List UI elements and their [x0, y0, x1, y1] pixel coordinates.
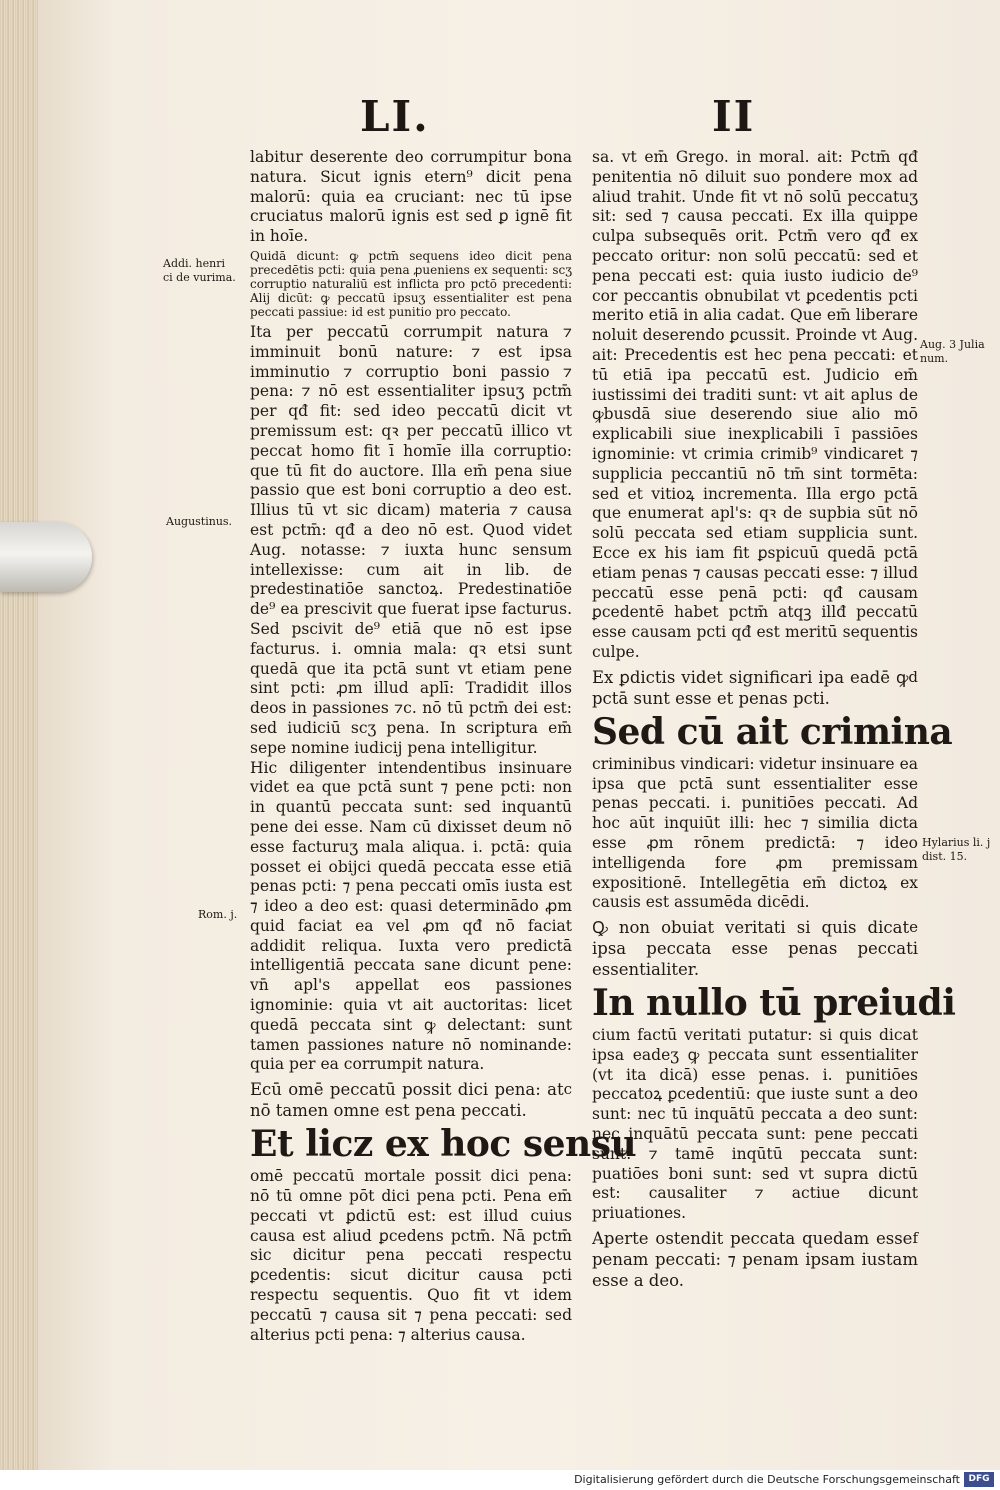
left-summary-line: [250, 1079, 572, 1121]
right-summary-line-e: [592, 917, 918, 980]
left-paragraph-4: Hic diligenter intendentibus insinuare videt ea que pctā sunt ⁊ pene pcti: non in quantū peccata sunt: sed inquantū pene dei esse. Nam cū dixisset deum nō esse facturuʒ mala aliqua. i. pctā: quia posset ei obijci quedā peccata esse etiā penas pcti: ⁊ pena peccati omīs iusta est ⁊ ideo a deo est: quasi determinādo ꝓm quid faciat ea vel ꝓm qđ nō faciat addidit reliqua. Iuxta vero predictā intelligentiā peccata sane dicunt pene: vn̄ apl's appellat eos passiones ignominie: quia vt ait auctoritas: licet quedā peccata sint ꝙ delectant: sunt tamen passiones nature nō nominande: quia per ea corrumpit natura.: [250, 758, 572, 1074]
margin-note-addi: Addi. henri: [163, 257, 225, 270]
right-summary-line-f: [592, 1228, 918, 1291]
margin-note-rom: Rom. j.: [198, 908, 238, 921]
folio-number-right: II: [712, 92, 756, 141]
right-incipit-heading-1: Sed cū ait crimina: [592, 710, 953, 753]
right-paragraph-3: criminibus vindicari: videtur insinuare ea ipsa que pctā sunt essentialiter esse penas peccati. i. punitiōes peccati. Ad hoc aūt inquiūt illi: hec ⁊ similia dicta esse ꝓm rōnem predictā: ⁊ ideo intelligenda fore ꝓm premissam expositionē. Intellegētia em̄ dictoꝝ ex causis est assumēda dicēdi.: [592, 754, 918, 912]
margin-note-aug-julia: Aug. 3 Julia: [920, 338, 985, 351]
section-marker-f: f: [912, 1229, 918, 1248]
margin-note-augustinus: Augustinus.: [166, 515, 233, 528]
section-marker-d: d: [908, 667, 918, 686]
left-incipit-heading: Et licz ex hoc sensu: [250, 1123, 637, 1166]
left-paragraph-3: Ita per peccatū corrumpit natura ⁊ imminuit bonū nature: ⁊ est ipsa imminutio ⁊ corruptio boni passio ⁊ pena: ⁊ nō est essentialiter ipsuʒ pctm̄ per qđ fit: sed ideo peccatū dicit vt premissum est: qꝛ per peccatū illico vt peccat homo fit ī homīe illa corruptio: que tū fit do auctore. Illa em̄ pena siue passio que est boni corruptio a deo est. Illius tū vt sic dicam) materia ⁊ causa est pctm̄: qđ a deo nō est. Quod videt Aug. notasse: ⁊ iuxta hunc sensum intellexisse: cum ait in lib. de predestinatiōe sanctoꝝ. Predestinatiōe de⁹ ea prescivit que fuerat ipse facturus. Sed pscivit de⁹ etiā que nō est ipse facturus. i. omnia mala: qꝛ etsi sunt quedā que ita pctā sunt vt etiam pene sint pcti: ꝓm illud aplī: Tradidit illos deos in passiones ⁊c. nō tū pctm̄ dei est: sed iudiciū scʒ pena. In scriptura em̄ sepe nomine iudicij pena intelligitur.: [250, 322, 572, 757]
right-paragraph-1: sa. vt em̄ Grego. in moral. ait: Pctm̄ qđ penitentia nō diluit suo pondere mox ad aliud trahit. Unde fit vt nō solū peccatuʒ sit: sed ⁊ causa peccati. Ex illa quippe culpa subsequēs orit. Pctm̄ vero qđ ex peccato oritur: non solū peccatū: sed et pena peccati est: quia iusto iudicio de⁹ cor peccantis obnubilat vt ꝑcedentis pcti merito etiā in alia cadat. Que em̄ liberare noluit deserendo ꝑcussit. Proinde vt Aug. ait: Precedentis est hec pena peccati: et tū etiā ipa peccatū est. Judicio em̄ iustissimi dei traditi sunt: vt ait aplus de ꝙbusdā siue deserendo siue alio mō explicabili siue inexplicabili ī passiōes ignominie: vt crimia crimib⁹ vindicaret ⁊ supplicia peccantiū nō tm̄ sint tormēta: sed et vitioꝝ incrementa. Illa ergo pctā que enumerat apl's: qꝛ de supbia sūt nō solū peccata sed etiam supplicia sunt. Ecce ex his iam fit ꝑspicuū quedā pctā etiam penas ⁊ causas peccati esse: ⁊ illud peccatū esse penā pcti: qđ causam ꝑcedentē habet pctm̄ atqꝫ illđ peccatū esse causam pcti qđ est meritū sequentis culpe.: [592, 148, 918, 661]
left-summary-text: Ecū omē peccatū possit dici pena: at nō tamen omne est pena peccati.: [250, 1080, 564, 1121]
margin-note-aug-julia-2: num.: [920, 352, 949, 365]
right-summary-line-d: [592, 667, 918, 709]
margin-note-addi-2: ci de vurima.: [163, 271, 236, 284]
right-summary-text-e: Ꝙ non obuiat veritati si quis dicat ipsa peccata esse penas peccati essentialiter.: [592, 918, 918, 980]
right-summary-text-f: Aperte ostendit peccata quedam esse penam peccati: ⁊ penam ipsam iustam esse a deo.: [592, 1229, 918, 1291]
right-paragraph-5: cium factū veritati putatur: si quis dicat ipsa eadeʒ ꝙ peccata sunt essentialiter (vt ita dicā) esse penas. i. punitiōes peccatoꝝ ꝑcedentiū: que iuste sunt a deo sunt: nec tū inquātū peccata a deo sunt: nec inquātū peccata sunt: pene peccati sunt: ⁊ tamē inqūtū peccata sunt: puatiōes boni sunt: sed vt supra dictū est: causaliter ⁊ actiue dicunt priuationes.: [592, 1026, 918, 1223]
right-incipit-heading-2: In nullo tū preiudi: [592, 982, 956, 1025]
left-gloss-paragraph: Quidā dicunt: ꝙ pctm̄ sequens ideo dicit pena precedētis pcti: quia pena ꝓueniens ex sequenti: scʒ corruptio naturaliū est inflicta pro pctō precedenti: Alij dicūt: ꝙ peccatū ipsuʒ essentialiter est pena peccati passiue: id est punitio pro peccato.: [250, 248, 572, 319]
page-edge: [0, 0, 40, 1470]
dfg-logo: DFG: [964, 1472, 994, 1487]
left-text-column: [250, 148, 637, 1345]
section-marker-c: c: [563, 1080, 572, 1099]
left-paragraph-1: labitur deserente deo corrumpitur bona natura. Sicut ignis etern⁹ dicit pena malorū: quia ea cruciant: nec tū ipse cruciatus malorū ignis est sed ꝑ ignē fit in hoīe.: [250, 148, 572, 246]
right-summary-text-d: Ex ꝑdictis videt significari ipa eadē ꝙ pctā sunt esse et penas pcti.: [592, 667, 909, 708]
footer-bar: [0, 1470, 1000, 1490]
section-marker-e: e: [909, 918, 918, 937]
left-paragraph-6: omē peccatū mortale possit dici pena: nō tū omne pōt dici pena pcti. Pena em̄ peccati vt ꝑdictū est: est illud cuius causa est aliud ꝑcedens pctm̄. Nā pctm̄ sic dicitur pena peccati respectu ꝑcedentis: sicut dicitur causa pcti respectu sequentis. Quo fit vt idem peccatū ⁊ causa sit ⁊ pena peccati: sed alterius pcti pena: ⁊ alterius causa.: [250, 1167, 572, 1344]
folio-number-left: LI.: [360, 92, 430, 141]
funding-credit: Digitalisierung gefördert durch die Deutsche Forschungsgemeinschaft: [574, 1473, 960, 1486]
bookmark-clip: [0, 522, 92, 592]
margin-note-hylarius: Hylarius li. j: [922, 836, 991, 849]
margin-note-hylarius-2: dist. 15.: [922, 850, 968, 863]
